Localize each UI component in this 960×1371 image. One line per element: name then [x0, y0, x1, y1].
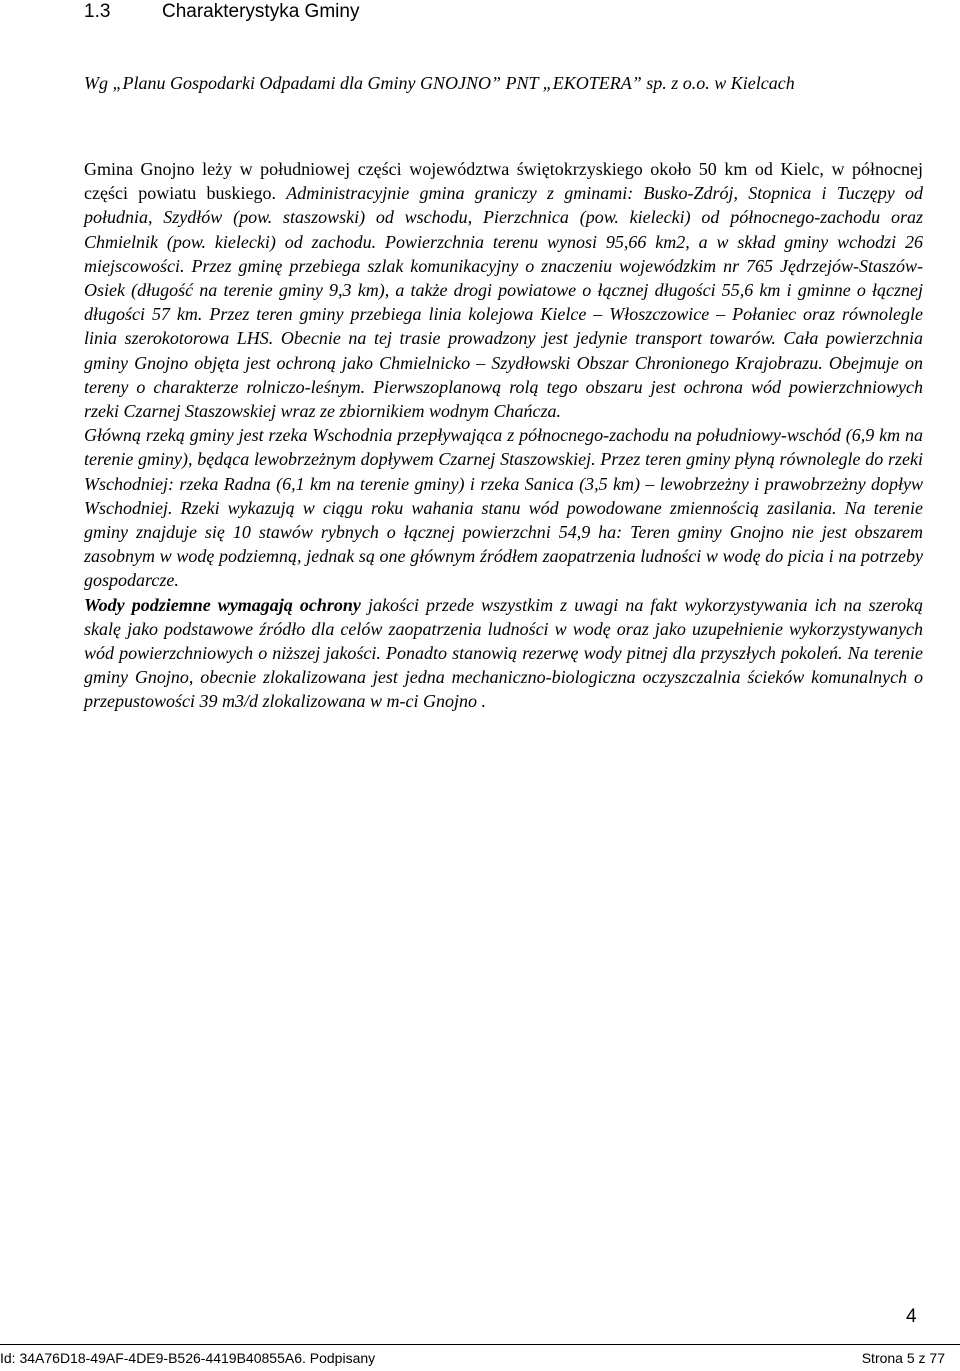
main-text	[84, 157, 923, 714]
footer-divider	[0, 1344, 960, 1345]
paragraph-1-normal: Gmina Gnojno leży w południowej części województwa świętokrzyskiego około 50 km od Kielc, w północnej części powiatu buskiego.	[84, 159, 923, 204]
paragraph-3	[84, 593, 923, 714]
paragraph-2: Główną rzeką gminy jest rzeka Wschodnia przepływająca z północnego-zachodu na południowy-wschód (6,9 km na terenie gminy), będąca lewobrzeżnym dopływem Czarnej Staszowskiej. Przez teren gminy płyną równolegle do rzeki Wschodniej: rzeka Radna (6,1 km na terenie gminy) i rzeka Sanica (3,5 km) – lewobrzeżny i prawobrzeżny dopływ Wschodniej. Rzeki wykazują w ciągu roku wahania stanu wód powodowane zmiennością zasilania. Na terenie gminy znajduje się 10 stawów rybnych o łącznej powierzchni 54,9 ha: Teren gminy Gnojno nie jest obszarem zasobnym w wodę podziemną, jednak są one głównym źródłem zaopatrzenia ludności w wodę do picia i na potrzeby gospodarcze.	[84, 425, 923, 591]
section-title: Charakterystyka Gminy	[162, 1, 360, 22]
paragraph-1	[84, 157, 923, 423]
paragraph-1-italic: Administracyjnie gmina graniczy z gminami: Busko-Zdrój, Stopnica i Tuczępy od południa, Szydłów (pow. staszowski) od wschodu, Pierzchnica (pow. kielecki) od północnego-zachodu oraz Chmielnik (pow. kielecki) od zachodu. Powierzchnia terenu wynosi 95,66 km2, a w skład gminy wchodzi 26 miejscowości. Przez gminę przebiega szlak komunikacyjny o znaczeniu wojewódzkim nr 765 Jędrzejów-Staszów-Osiek (długość na terenie gminy 9,3 km), a także drogi powiatowe o łącznej długości 55,6 km i gminne o łącznej długości 57 km. Przez teren gminy przebiega linia kolejowa Kielce – Włoszczowice – Połaniec oraz równolegle linia szerokotorowa LHS. Obecnie na tej trasie prowadzony jest jedynie transport towarów. Cała powierzchnia gminy Gnojno objęta jest ochroną jako Chmielnicko – Szydłowski Obszar Chronionego Krajobrazu. Obejmuje on tereny o charakterze rolniczo-leśnym. Pierwszoplanową rolą tego obszaru jest ochrona wód powierzchniowych rzeki Czarnej Staszowskiej wraz ze zbiornikiem wodnym Chańcza.	[84, 183, 924, 422]
section-number: 1.3	[84, 1, 111, 22]
footer-document-id: Id: 34A76D18-49AF-4DE9-B526-4419B40855A6. Podpisany	[0, 1350, 376, 1366]
page-number: 4	[906, 1306, 917, 1327]
paragraph-3-rest: jakości przede wszystkim z uwagi na fakt wykorzystywania ich na szeroką skalę jako podstawowe źródło dla celów zaopatrzenia ludności w wodę oraz jako uzupełnienie wykorzystywanych wód powierzchniowych o niższej jakości. Ponadto stanowią rezerwę wody pitnej dla przyszłych pokoleń. Na terenie gminy Gnojno, obecnie zlokalizowana jest jedna mechaniczno-biologiczna oczyszczalnia ścieków komunalnych o przepustowości 39 m3/d zlokalizowana w m-ci Gnojno .	[84, 594, 924, 712]
paragraph-3-bold: Wody podziemne wymagają ochrony	[84, 594, 361, 615]
intro-paragraph: Wg „Planu Gospodarki Odpadami dla Gminy GNOJNO” PNT „EKOTERA” sp. z o.o. w Kielcach	[84, 73, 795, 93]
footer-page-count: Strona 5 z 77	[861, 1350, 945, 1366]
section-heading	[84, 0, 359, 24]
